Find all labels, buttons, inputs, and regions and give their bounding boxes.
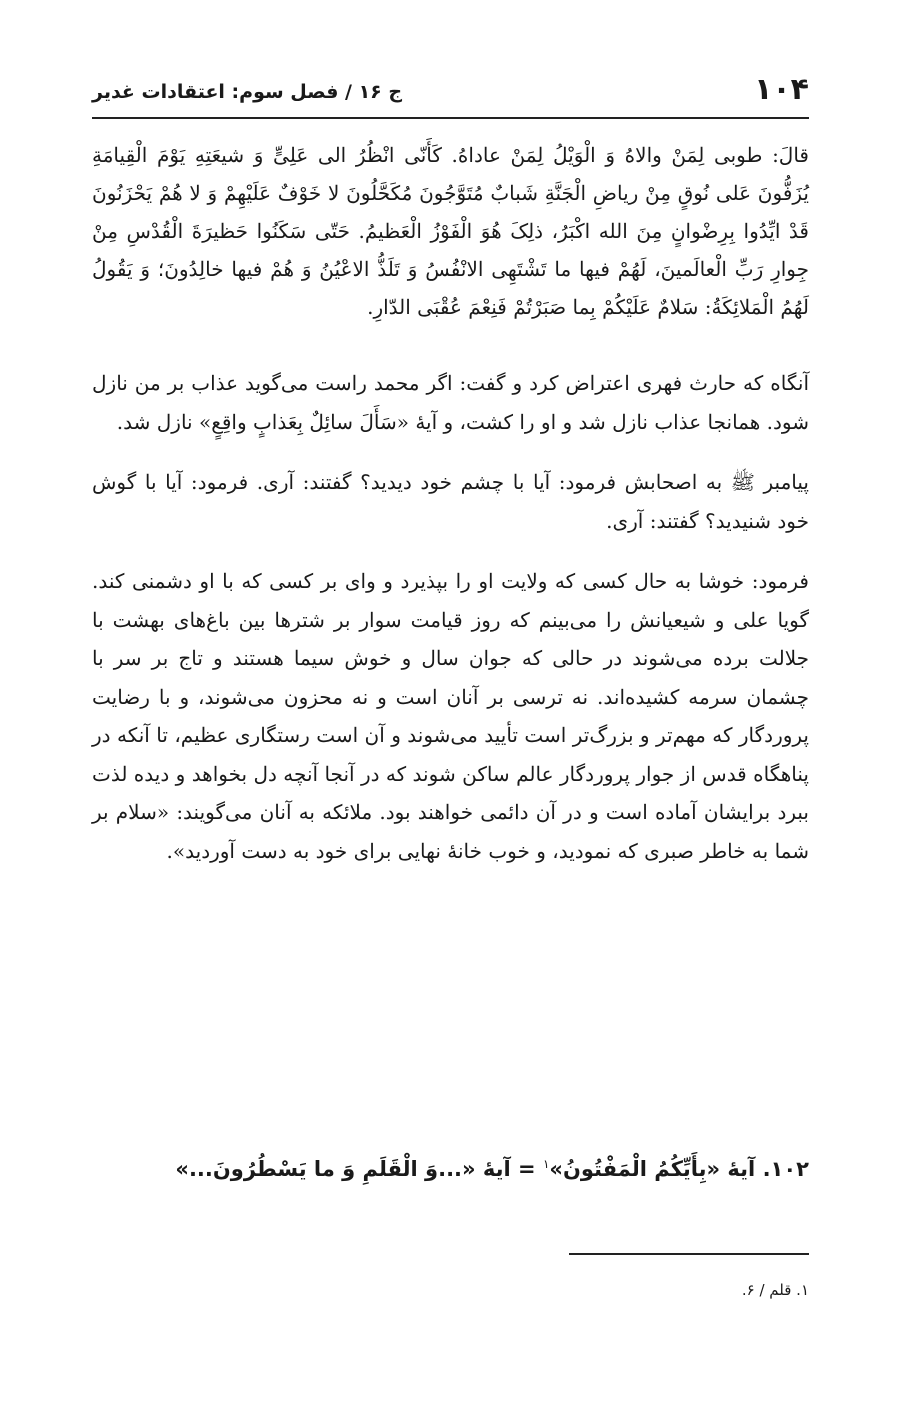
footnote-divider [569,1253,809,1255]
arabic-hadith-paragraph: قالَ: طوبی لِمَنْ والاهُ وَ الْوَیْلُ لِمَنْ عاداهُ. کَأَنّی انْظُرُ الی عَلِیٍّ وَ شیعَتِهِ یَوْمَ الْقِیامَةِ یُزَفُّونَ عَلی نُوقٍ مِنْ ریاضِ الْجَنَّةِ شَبابٌ مُتَوَّجُونَ مُکَحَّلُونَ لا خَوْفٌ عَلَیْهِمْ وَ لا هُمْ یَحْزَنُونَ قَدْ ایِّدُوا بِرِضْوانٍ مِنَ الله اکْبَرُ، ذلِکَ هُوَ الْفَوْزُ الْعَظیمُ. حَتّی سَکَنُوا حَظیرَةَ الْقُدْسِ مِنْ جِوارِ رَبِّ الْعالَمینَ، لَهُمْ فیها ما تَشْتَهِی الانْفُسُ وَ تَلَذُّ الاعْیُنُ وَ هُمْ فیها خالِدُونَ؛ وَ یَقُولُ لَهُمُ الْمَلائِکَةُ: سَلامٌ عَلَیْکُمْ بِما صَبَرْتُمْ فَنِعْمَ عُقْبَی الدّارِ. [92,143,809,319]
page-header [92,72,809,112]
footnote-reference: ۱ [542,1157,550,1171]
page-number: ۱۰۴ [754,72,809,107]
translation-paragraph-2: پیامبر ﷺ به اصحابش فرمود: آیا با چشم خود دیدید؟ گفتند: آری. فرمود: آیا با گوش خود شنیدید؟ گفتند: آری. [92,470,809,533]
translation-paragraph-3: فرمود: خوشا به حال کسی که ولایت او را بپذیرد و وای بر کسی که با او دشمنی کند. گویا علی و شیعیانش را می‌بینم که روز قیامت سوار بر شترها بین باغ‌های بهشت با جلالت برده می‌شوند در حالی که جوان سال و خوش سیما هستند و تاج بر سر با چشمان سرمه کشیده‌اند. نه ترسی بر آنان است و نه محزون می‌شوند، و با رضایت پروردگار که مهم‌تر و بزرگ‌تر است تأیید می‌شوند و آن است رستگاری عظیم، تا آنکه در پناهگاه قدس از جوار پروردگار عالم ساکن شوند که در آنجا آنچه دل بخواهد و دیده لذت ببرد برایشان آماده است و در آن دائمی خواهند بود. ملائکه به آنان می‌گویند: «سلام بر شما به خاطر صبری که نمودید، و خوب خانهٔ نهایی برای خود به دست آوردید». [92,569,809,863]
running-title: ج ۱۶ / فصل سوم: اعتقادات غدیر [92,81,403,103]
section-heading-title: ۱۰۲. آیهٔ «بِأَیِّکُمُ الْمَفْتُونُ» [549,1157,809,1181]
header-divider [92,117,809,119]
section-heading [92,1144,809,1189]
footnote: ۱. قلم / ۶. [741,1281,809,1299]
translation-paragraph-1: آنگاه که حارث فهری اعتراض کرد و گفت: اگر محمد راست می‌گوید عذاب بر من نازل شود. همانجا عذاب نازل شد و او را کشت، و آیهٔ «سَأَلَ سائِلٌ بِعَذابٍ واقِعٍ» نازل شد. [92,371,809,434]
section-heading-rest: = آیهٔ «...وَ الْقَلَمِ وَ ما یَسْطُرُونَ...» [175,1157,543,1181]
page-body [92,136,809,870]
